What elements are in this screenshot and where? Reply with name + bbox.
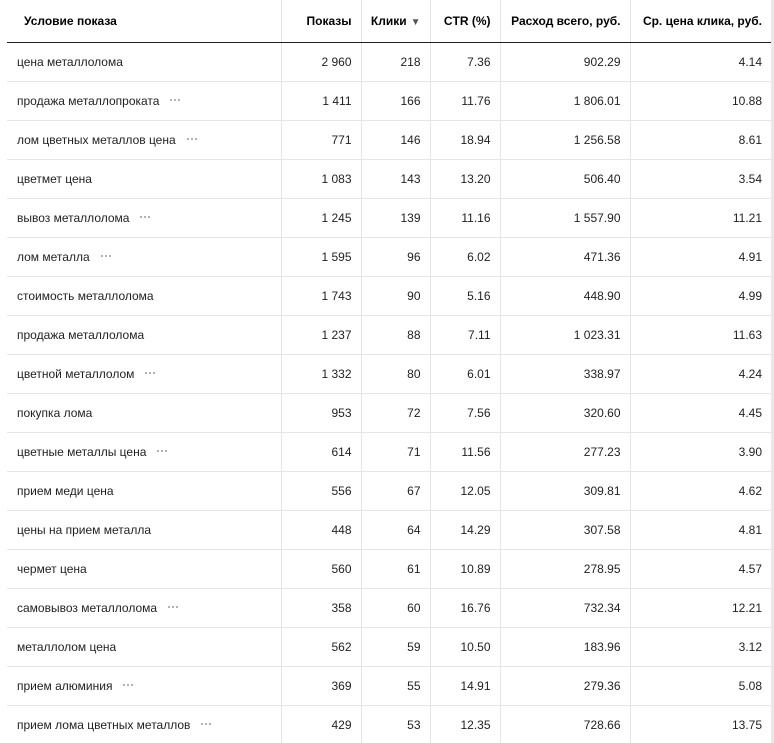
cell-impressions: 358 [281, 589, 361, 628]
cell-impressions: 1 237 [281, 316, 361, 355]
cell-ctr: 10.89 [430, 550, 500, 589]
cell-ctr: 11.56 [430, 433, 500, 472]
cell-clicks: 55 [361, 667, 430, 706]
column-header-cost[interactable]: Расход всего, руб. [500, 0, 630, 43]
condition-text: металлолом цена [17, 640, 117, 654]
stats-table [7, 0, 771, 743]
cell-ctr: 12.05 [430, 472, 500, 511]
cell-clicks: 96 [361, 238, 430, 277]
more-dots-icon[interactable] [185, 135, 200, 144]
cell-condition [7, 511, 281, 550]
cell-ctr: 11.16 [430, 199, 500, 238]
cell-condition [7, 589, 281, 628]
cell-cost: 506.40 [500, 160, 630, 199]
condition-text: прием меди цена [17, 484, 114, 498]
sort-descending-icon: ▼ [410, 17, 421, 28]
condition-text: чермет цена [17, 562, 87, 576]
cell-cost: 183.96 [500, 628, 630, 667]
table-body [7, 43, 771, 743]
cell-impressions: 1 595 [281, 238, 361, 277]
cell-cpc: 13.75 [630, 706, 771, 743]
cell-ctr: 14.29 [430, 511, 500, 550]
cell-cpc: 5.08 [630, 667, 771, 706]
more-dots-icon[interactable] [121, 681, 136, 690]
cell-cpc: 3.90 [630, 433, 771, 472]
table-row[interactable] [7, 121, 771, 160]
condition-text: лом цветных металлов цена [17, 133, 176, 147]
cell-clicks: 143 [361, 160, 430, 199]
cell-impressions: 953 [281, 394, 361, 433]
cell-ctr: 7.36 [430, 43, 500, 82]
cell-ctr: 6.02 [430, 238, 500, 277]
cell-condition [7, 550, 281, 589]
cell-clicks: 60 [361, 589, 430, 628]
column-header-ctr[interactable]: CTR (%) [430, 0, 500, 43]
cell-cpc: 11.63 [630, 316, 771, 355]
cell-clicks: 218 [361, 43, 430, 82]
cell-cpc: 4.24 [630, 355, 771, 394]
cell-ctr: 12.35 [430, 706, 500, 743]
cell-impressions: 2 960 [281, 43, 361, 82]
table-row[interactable] [7, 355, 771, 394]
cell-cost: 307.58 [500, 511, 630, 550]
condition-text: лом металла [17, 250, 90, 264]
cell-condition [7, 199, 281, 238]
table-row[interactable] [7, 511, 771, 550]
cell-impressions: 1 332 [281, 355, 361, 394]
cell-condition [7, 277, 281, 316]
cell-cpc: 4.14 [630, 43, 771, 82]
cell-impressions: 771 [281, 121, 361, 160]
cell-impressions: 1 245 [281, 199, 361, 238]
table-row[interactable] [7, 82, 771, 121]
condition-text: стоимость металлолома [17, 289, 154, 303]
cell-ctr: 7.56 [430, 394, 500, 433]
cell-cpc: 4.99 [630, 277, 771, 316]
cell-cpc: 4.45 [630, 394, 771, 433]
cell-condition [7, 43, 281, 82]
column-header-cpc[interactable]: Ср. цена клика, руб. [630, 0, 771, 43]
cell-cpc: 8.61 [630, 121, 771, 160]
table-row[interactable] [7, 433, 771, 472]
cell-ctr: 7.11 [430, 316, 500, 355]
more-dots-icon[interactable] [99, 252, 114, 261]
condition-text: прием алюминия [17, 679, 113, 693]
more-dots-icon[interactable] [166, 603, 181, 612]
condition-text: цены на прием металла [17, 523, 152, 537]
cell-cost: 1 557.90 [500, 199, 630, 238]
cell-clicks: 80 [361, 355, 430, 394]
table-row[interactable] [7, 706, 771, 743]
cell-cost: 338.97 [500, 355, 630, 394]
cell-cost: 448.90 [500, 277, 630, 316]
table-row[interactable] [7, 316, 771, 355]
cell-condition [7, 316, 281, 355]
cell-cost: 732.34 [500, 589, 630, 628]
more-dots-icon[interactable] [199, 720, 214, 729]
cell-cost: 278.95 [500, 550, 630, 589]
cell-ctr: 10.50 [430, 628, 500, 667]
cell-clicks: 139 [361, 199, 430, 238]
condition-text: самовывоз металлолома [17, 601, 158, 615]
cell-condition [7, 82, 281, 121]
cell-condition [7, 667, 281, 706]
cell-cost: 471.36 [500, 238, 630, 277]
cell-cost: 902.29 [500, 43, 630, 82]
cell-impressions: 560 [281, 550, 361, 589]
cell-cpc: 3.54 [630, 160, 771, 199]
cell-impressions: 429 [281, 706, 361, 743]
cell-condition [7, 706, 281, 743]
column-header-clicks-label: Клики [370, 14, 407, 28]
cell-clicks: 61 [361, 550, 430, 589]
cell-ctr: 5.16 [430, 277, 500, 316]
cell-cost: 279.36 [500, 667, 630, 706]
more-dots-icon[interactable] [155, 447, 170, 456]
more-dots-icon[interactable] [143, 369, 158, 378]
table-row[interactable] [7, 628, 771, 667]
cell-ctr: 13.20 [430, 160, 500, 199]
condition-text: продажа металлолома [17, 328, 145, 342]
more-dots-icon[interactable] [138, 213, 153, 222]
condition-text: цветные металлы цена [17, 445, 147, 459]
cell-cpc: 4.57 [630, 550, 771, 589]
condition-text: прием лома цветных металлов [17, 718, 191, 732]
table-row[interactable] [7, 199, 771, 238]
condition-text: цветной металлолом [17, 367, 135, 381]
cell-clicks: 166 [361, 82, 430, 121]
cell-cpc: 10.88 [630, 82, 771, 121]
cell-clicks: 146 [361, 121, 430, 160]
condition-text: продажа металлопроката [17, 94, 160, 108]
cell-cost: 1 806.01 [500, 82, 630, 121]
cell-cost: 728.66 [500, 706, 630, 743]
more-dots-icon[interactable] [168, 96, 183, 105]
condition-text: цена металлолома [17, 55, 123, 69]
cell-cpc: 12.21 [630, 589, 771, 628]
cell-impressions: 369 [281, 667, 361, 706]
table-row[interactable] [7, 277, 771, 316]
table-row[interactable] [7, 667, 771, 706]
cell-cpc: 3.12 [630, 628, 771, 667]
cell-clicks: 72 [361, 394, 430, 433]
cell-condition [7, 121, 281, 160]
cell-impressions: 562 [281, 628, 361, 667]
column-header-condition[interactable]: Условие показа [7, 0, 281, 43]
table-row[interactable] [7, 550, 771, 589]
cell-impressions: 1 411 [281, 82, 361, 121]
cell-ctr: 16.76 [430, 589, 500, 628]
cell-cpc: 4.91 [630, 238, 771, 277]
cell-clicks: 88 [361, 316, 430, 355]
column-header-impressions[interactable]: Показы [281, 0, 361, 43]
cell-clicks: 67 [361, 472, 430, 511]
cell-clicks: 59 [361, 628, 430, 667]
cell-cost: 320.60 [500, 394, 630, 433]
cell-clicks: 53 [361, 706, 430, 743]
cell-impressions: 614 [281, 433, 361, 472]
cell-impressions: 556 [281, 472, 361, 511]
cell-condition [7, 160, 281, 199]
cell-cost: 1 256.58 [500, 121, 630, 160]
cell-ctr: 6.01 [430, 355, 500, 394]
cell-condition [7, 238, 281, 277]
cell-impressions: 448 [281, 511, 361, 550]
table-row[interactable] [7, 472, 771, 511]
condition-text: вывоз металлолома [17, 211, 130, 225]
cell-ctr: 14.91 [430, 667, 500, 706]
column-header-clicks[interactable] [361, 0, 430, 43]
condition-text: цветмет цена [17, 172, 92, 186]
cell-impressions: 1 083 [281, 160, 361, 199]
cell-cost: 277.23 [500, 433, 630, 472]
cell-cost: 1 023.31 [500, 316, 630, 355]
cell-condition [7, 394, 281, 433]
header-row [7, 0, 771, 43]
cell-clicks: 71 [361, 433, 430, 472]
cell-cpc: 11.21 [630, 199, 771, 238]
table-row[interactable] [7, 160, 771, 199]
table-row[interactable] [7, 589, 771, 628]
cell-clicks: 64 [361, 511, 430, 550]
cell-condition [7, 433, 281, 472]
cell-cpc: 4.81 [630, 511, 771, 550]
table-row[interactable] [7, 238, 771, 277]
cell-condition [7, 628, 281, 667]
cell-cost: 309.81 [500, 472, 630, 511]
cell-ctr: 18.94 [430, 121, 500, 160]
table-header [7, 0, 771, 43]
cell-clicks: 90 [361, 277, 430, 316]
cell-cpc: 4.62 [630, 472, 771, 511]
cell-ctr: 11.76 [430, 82, 500, 121]
cell-condition [7, 472, 281, 511]
table-row[interactable] [7, 43, 771, 82]
table-row[interactable] [7, 394, 771, 433]
condition-text: покупка лома [17, 406, 93, 420]
cell-condition [7, 355, 281, 394]
cell-impressions: 1 743 [281, 277, 361, 316]
